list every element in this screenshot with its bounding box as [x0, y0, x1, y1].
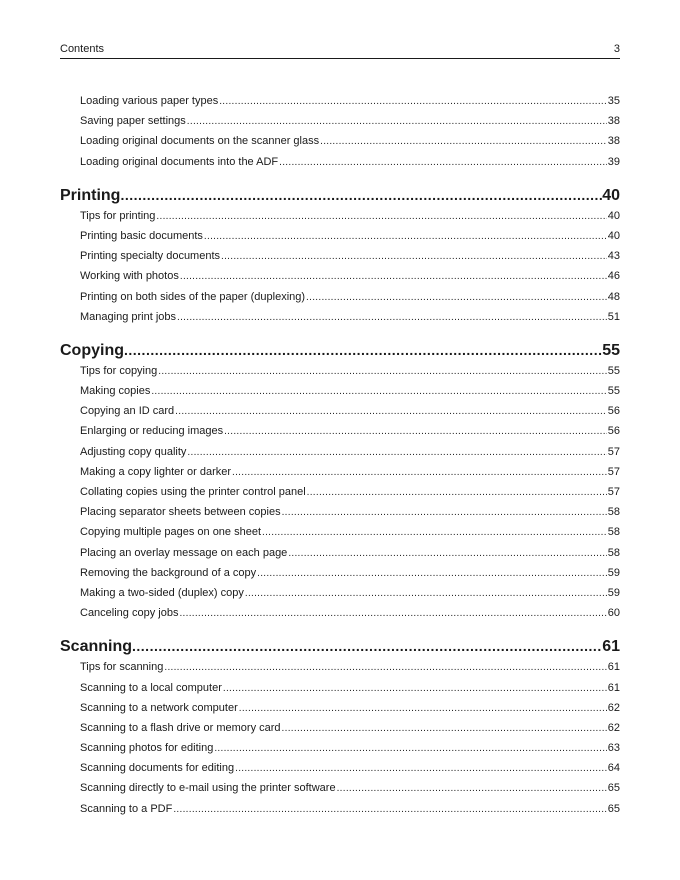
toc-leader-dots: [245, 584, 607, 604]
toc-entry-label: Working with photos: [80, 270, 179, 283]
toc-entry-label: Scanning to a local computer: [80, 681, 222, 694]
toc-entry[interactable]: [60, 678, 620, 698]
chapter-page: 40: [602, 186, 620, 204]
toc-entry[interactable]: [60, 543, 620, 563]
toc-entry[interactable]: [60, 522, 620, 542]
toc-leader-dots: [282, 719, 607, 739]
toc-entry[interactable]: [60, 718, 620, 738]
toc-leader-dots: [187, 112, 607, 132]
toc-leader-dots: [279, 153, 607, 173]
toc-leader-dots: [151, 382, 606, 402]
chapter-title: Copying: [60, 341, 124, 359]
toc-entry[interactable]: [60, 401, 620, 421]
toc-entry-page: 40: [607, 209, 620, 222]
toc-entry-page: 55: [607, 385, 620, 398]
toc-entry-page: 62: [607, 721, 620, 734]
toc-leader-dots: [221, 247, 607, 267]
toc-entry-page: 48: [607, 290, 620, 303]
toc-entry-label: Printing basic documents: [80, 229, 203, 242]
toc-entry[interactable]: [60, 381, 620, 401]
toc-entry-page: 57: [607, 486, 620, 498]
toc-entry-page: 39: [607, 155, 620, 168]
toc-entry-page: 64: [607, 762, 620, 775]
toc-entry-page: 56: [607, 405, 620, 418]
toc-entry[interactable]: [60, 152, 620, 172]
header-page-number: 3: [613, 43, 620, 55]
toc-leader-dots: [187, 443, 606, 463]
toc-entry[interactable]: [60, 778, 620, 798]
toc-entry[interactable]: [60, 482, 620, 502]
toc-leader-dots: [156, 207, 606, 227]
toc-entry-page: 57: [607, 465, 620, 478]
toc-entry-label: Tips for scanning: [80, 661, 164, 674]
toc-entry-label: Placing separator sheets between copies: [80, 506, 281, 519]
toc-entry-label: Scanning to a network computer: [80, 701, 238, 714]
toc-entry[interactable]: [60, 738, 620, 758]
toc-entry[interactable]: [60, 502, 620, 522]
chapter-heading-printing[interactable]: [60, 184, 620, 206]
toc-leader-dots: [320, 132, 607, 152]
chapter-title: Printing: [60, 186, 121, 204]
toc-entry[interactable]: [60, 131, 620, 151]
toc-leader-dots: [177, 308, 607, 328]
header-title: Contents: [60, 43, 105, 55]
toc-entry-page: 58: [607, 506, 620, 519]
toc-entry-label: Tips for printing: [80, 209, 156, 222]
toc-leader-dots: [132, 635, 602, 657]
table-of-contents: [60, 91, 620, 819]
toc-entry[interactable]: [60, 287, 620, 307]
page-header: [60, 43, 620, 59]
toc-leader-dots: [288, 544, 606, 564]
toc-leader-dots: [214, 739, 606, 759]
chapter-heading-scanning[interactable]: [60, 635, 620, 657]
toc-entry-label: Placing an overlay message on each page: [80, 546, 288, 559]
toc-entry-label: Scanning photos for editing: [80, 742, 214, 755]
toc-entry-label: Canceling copy jobs: [80, 607, 179, 620]
toc-entry[interactable]: [60, 758, 620, 778]
toc-entry-label: Loading original documents on the scanner glass: [80, 135, 320, 148]
toc-entry-label: Scanning to a PDF: [80, 802, 173, 815]
toc-entry-label: Printing on both sides of the paper (duplexing): [80, 290, 306, 303]
toc-entry[interactable]: [60, 307, 620, 327]
chapter-page: 61: [602, 638, 620, 656]
chapter-heading-copying[interactable]: [60, 339, 620, 361]
toc-leader-dots: [173, 800, 606, 820]
toc-entry-label: Scanning directly to e-mail using the printer software: [80, 782, 336, 795]
toc-entry-page: 65: [607, 782, 620, 795]
toc-entry-page: 59: [607, 586, 620, 599]
toc-leader-dots: [204, 227, 607, 247]
toc-leader-dots: [120, 184, 602, 206]
toc-entry[interactable]: [60, 583, 620, 603]
toc-entry-label: Scanning to a flash drive or memory card: [80, 721, 281, 734]
toc-entry[interactable]: [60, 603, 620, 623]
toc-entry[interactable]: [60, 206, 620, 226]
toc-entry-label: Loading various paper types: [80, 95, 219, 107]
toc-entry-label: Collating copies using the printer control panel: [80, 486, 306, 498]
toc-entry-label: Managing print jobs: [80, 310, 177, 323]
toc-leader-dots: [239, 699, 607, 719]
toc-leader-dots: [337, 779, 607, 799]
toc-entry-page: 63: [607, 742, 620, 755]
toc-entry-page: 38: [607, 115, 620, 128]
toc-entry-page: 55: [607, 364, 620, 377]
chapter-page: 55: [602, 341, 620, 359]
toc-entry-page: 58: [607, 526, 620, 539]
chapter-title: Scanning: [60, 638, 133, 656]
toc-entry-label: Making a two-sided (duplex) copy: [80, 586, 244, 599]
toc-entry-label: Loading original documents into the ADF: [80, 155, 279, 168]
toc-entry-page: 65: [607, 802, 620, 815]
toc-entry-label: Enlarging or reducing images: [80, 425, 224, 438]
toc-leader-dots: [179, 604, 606, 624]
toc-leader-dots: [158, 362, 607, 382]
toc-entry-label: Copying an ID card: [80, 405, 175, 418]
toc-leader-dots: [219, 92, 607, 112]
toc-entry-page: 62: [607, 701, 620, 714]
toc-entry[interactable]: [60, 246, 620, 266]
toc-leader-dots: [262, 523, 607, 543]
toc-entry[interactable]: [60, 91, 620, 111]
toc-leader-dots: [282, 503, 607, 523]
toc-leader-dots: [306, 288, 607, 308]
toc-entry-page: 46: [607, 270, 620, 283]
toc-leader-dots: [224, 422, 607, 442]
toc-entry-page: 43: [607, 250, 620, 263]
toc-entry-label: Printing specialty documents: [80, 250, 221, 263]
toc-entry-page: 40: [607, 229, 620, 242]
toc-leader-dots: [180, 267, 607, 287]
toc-entry[interactable]: [60, 462, 620, 482]
toc-entry[interactable]: [60, 111, 620, 131]
toc-entry-page: 38: [607, 135, 620, 148]
toc-entry-page: 58: [607, 546, 620, 559]
toc-leader-dots: [307, 483, 607, 503]
toc-entry-label: Removing the background of a copy: [80, 566, 257, 579]
toc-entry[interactable]: [60, 361, 620, 381]
toc-entry-label: Tips for copying: [80, 364, 158, 377]
toc-leader-dots: [124, 339, 602, 361]
toc-leader-dots: [175, 402, 607, 422]
toc-entry-label: Copying multiple pages on one sheet: [80, 526, 262, 539]
toc-entry[interactable]: [60, 698, 620, 718]
toc-entry-label: Scanning documents for editing: [80, 762, 235, 775]
toc-entry[interactable]: [60, 442, 620, 462]
toc-entry-page: 35: [607, 95, 620, 107]
toc-entry-page: 57: [607, 445, 620, 458]
toc-entry-page: 61: [607, 681, 620, 694]
toc-entry-label: Saving paper settings: [80, 115, 186, 128]
toc-entry-label: Making a copy lighter or darker: [80, 465, 232, 478]
toc-entry-page: 61: [607, 661, 620, 674]
toc-leader-dots: [257, 564, 607, 584]
toc-entry[interactable]: [60, 563, 620, 583]
toc-entry-label: Adjusting copy quality: [80, 445, 187, 458]
toc-leader-dots: [232, 463, 607, 483]
toc-leader-dots: [235, 759, 607, 779]
toc-leader-dots: [164, 658, 606, 678]
toc-entry-label: Making copies: [80, 385, 151, 398]
toc-entry-page: 60: [607, 607, 620, 620]
toc-leader-dots: [223, 679, 607, 699]
toc-entry-page: 59: [607, 566, 620, 579]
toc-entry[interactable]: [60, 657, 620, 677]
toc-entry-page: 51: [607, 310, 620, 323]
toc-entry[interactable]: [60, 421, 620, 441]
toc-entry[interactable]: [60, 226, 620, 246]
toc-entry[interactable]: [60, 266, 620, 286]
toc-entry[interactable]: [60, 799, 620, 819]
toc-entry-page: 56: [607, 425, 620, 438]
